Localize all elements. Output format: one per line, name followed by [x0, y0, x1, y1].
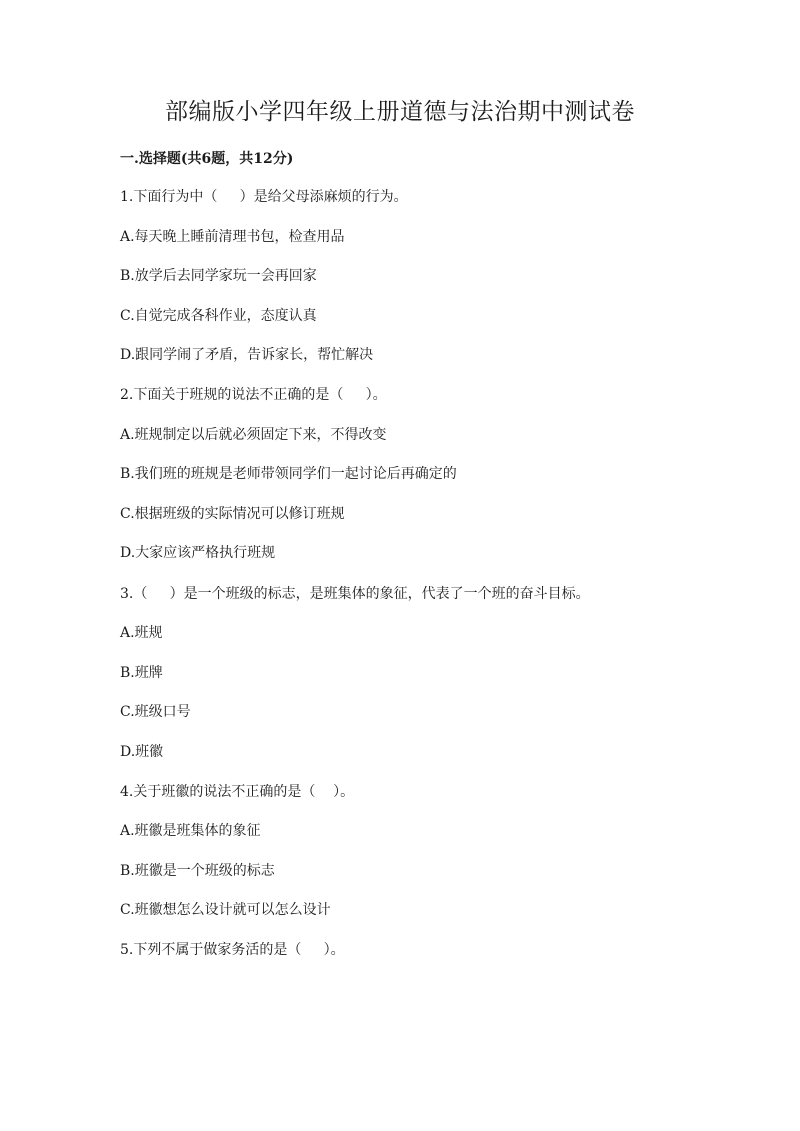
- question-2-option-d: D.大家应该严格执行班规: [120, 545, 276, 561]
- question-3-option-c: C.班级口号: [120, 704, 191, 720]
- question-4-stem: 4.关于班徽的说法不正确的是（ ）。: [120, 784, 355, 800]
- question-3-option-b: B.班牌: [120, 665, 163, 681]
- question-2-option-a: A.班规制定以后就必须固定下来，不得改变: [120, 427, 387, 443]
- question-3-option-d: D.班徽: [120, 744, 164, 760]
- question-3-option-a: A.班规: [120, 625, 163, 641]
- question-4-option-c: C.班徽想怎么设计就可以怎么设计: [120, 902, 331, 918]
- question-2-option-c: C.根据班级的实际情况可以修订班规: [120, 506, 345, 522]
- question-1-option-a: A.每天晚上睡前清理书包，检查用品: [120, 229, 345, 245]
- question-1-option-c: C.自觉完成各科作业，态度认真: [120, 308, 317, 324]
- question-4-option-b: B.班徽是一个班级的标志: [120, 863, 275, 879]
- question-1-stem: 1.下面行为中（ ）是给父母添麻烦的行为。: [120, 189, 408, 205]
- question-5-stem: 5.下列不属于做家务活的是（ ）。: [120, 942, 345, 958]
- exam-title: 部编版小学四年级上册道德与法治期中测试卷: [165, 99, 635, 125]
- section-heading: 一.选择题(共6题，共12分): [120, 151, 294, 167]
- question-3-stem: 3.（ ）是一个班级的标志，是班集体的象征，代表了一个班的奋斗目标。: [120, 586, 590, 602]
- question-4-option-a: A.班徽是班集体的象征: [120, 823, 261, 839]
- question-1-option-b: B.放学后去同学家玩一会再回家: [120, 268, 317, 284]
- question-1-option-d: D.跟同学闹了矛盾，告诉家长，帮忙解决: [120, 347, 374, 363]
- question-2-option-b: B.我们班的班规是老师带领同学们一起讨论后再确定的: [120, 466, 457, 482]
- question-2-stem: 2.下面关于班规的说法不正确的是（ ）。: [120, 387, 387, 403]
